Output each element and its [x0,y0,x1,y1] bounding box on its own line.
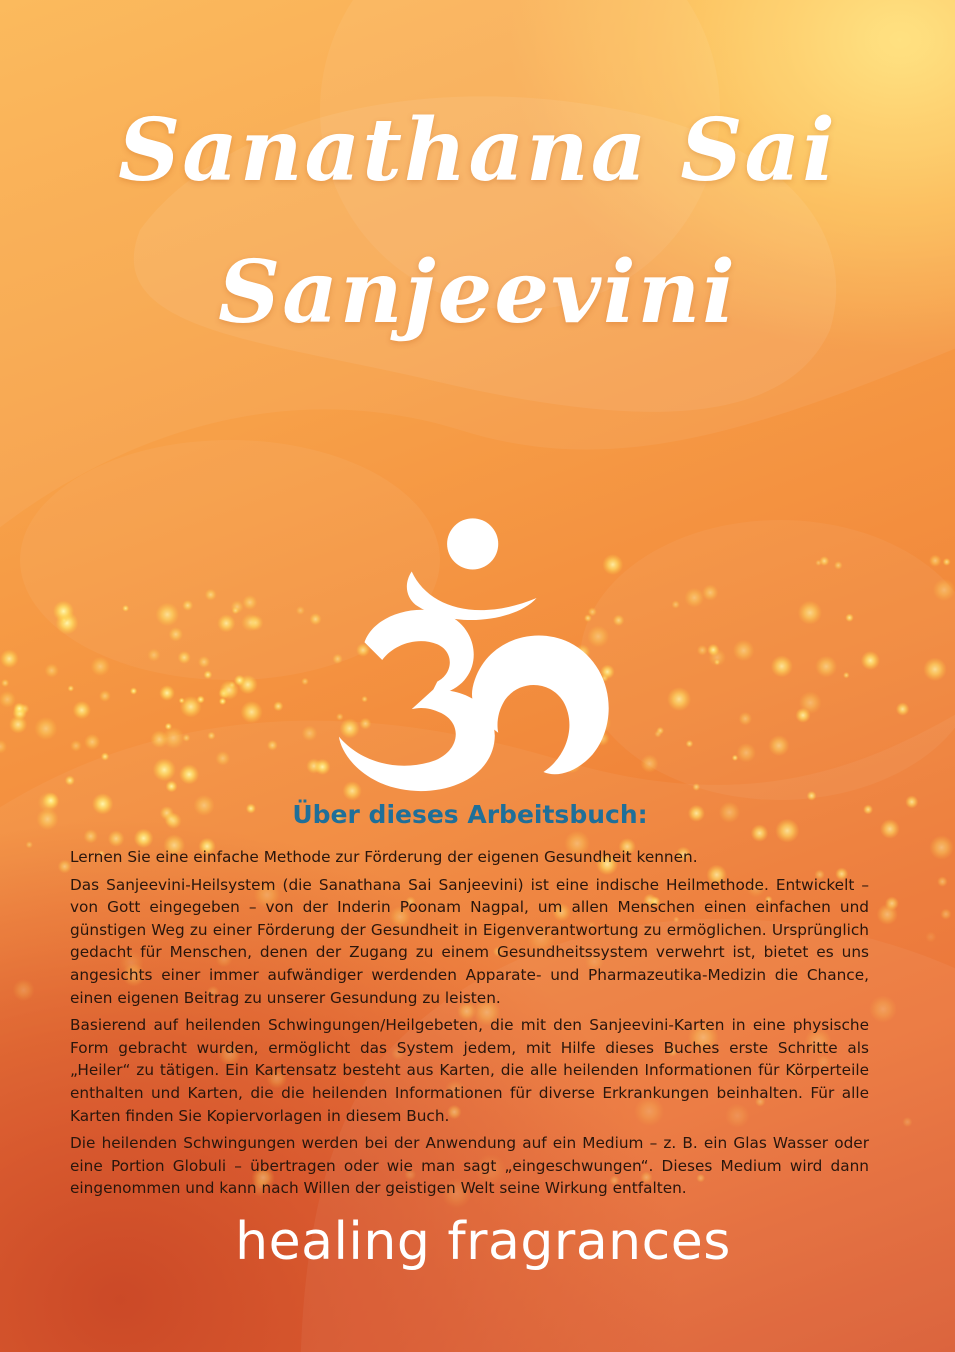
paragraph-2: Das Sanjeevini-Heilsystem (die Sanathana Sai Sanjeevini) ist eine indische Heilmethode. Entwickelt – von Gott eingegeben – von der Inderin Poonam Nagpal, um allen Menschen einen einfachen und günstigen Weg zu einer Förderung der Gesundheit in Eigenverantwortung zu ermöglichen. Ursprünglich gedacht für Menschen, denen der Zugang zu einem Gesundheitssystem verwehrt ist, bietet es uns angesichts einer immer aufwändiger werdenden Apparate- und Pharmazeutika-Medizin die Chance, einen eigenen Beitrag zu unserer Gesundung zu leisten. [70,875,869,1007]
book-title [0,80,955,364]
om-symbol-icon [335,512,630,802]
paragraph-1: Lernen Sie eine einfache Methode zur Förderung der eigenen Gesundheit kennen. [70,848,698,866]
description-text [70,846,869,1205]
title-line-2: Sanjeevini [218,242,737,343]
paragraph-3: Basierend auf heilenden Schwingungen/Heilgebeten, die mit den Sanjeevini-Karten in eine physische Form gebracht wurden, ermöglicht das System jedem, mit Hilfe dieses Buches erste Schritte als „Heiler“ zu tätigen. Ein Kartensatz besteht aus Karten, die alle heilenden Informationen für Körperteile enthalten und Karten, die die heilenden Informationen für diverse Erkrankungen beinhalten. Für alle Karten finden Sie Kopiervorlagen in diesem Buch. [70,1016,869,1125]
section-heading: Über dieses Arbeitsbuch: [292,800,648,829]
title-line-1: Sanathana Sai [118,100,837,201]
paragraph-4: Die heilenden Schwingungen werden bei der Anwendung auf ein Medium – z. B. ein Glas Wasser oder eine Portion Globuli – übertragen oder wie man sagt „eingeschwungen“. Dieses Medium wird dann eingenommen und kann nach Willen der geistigen Welt seine Wirkung entfalten. [70,1134,869,1198]
publisher-name: healing fragrances [235,1212,731,1272]
